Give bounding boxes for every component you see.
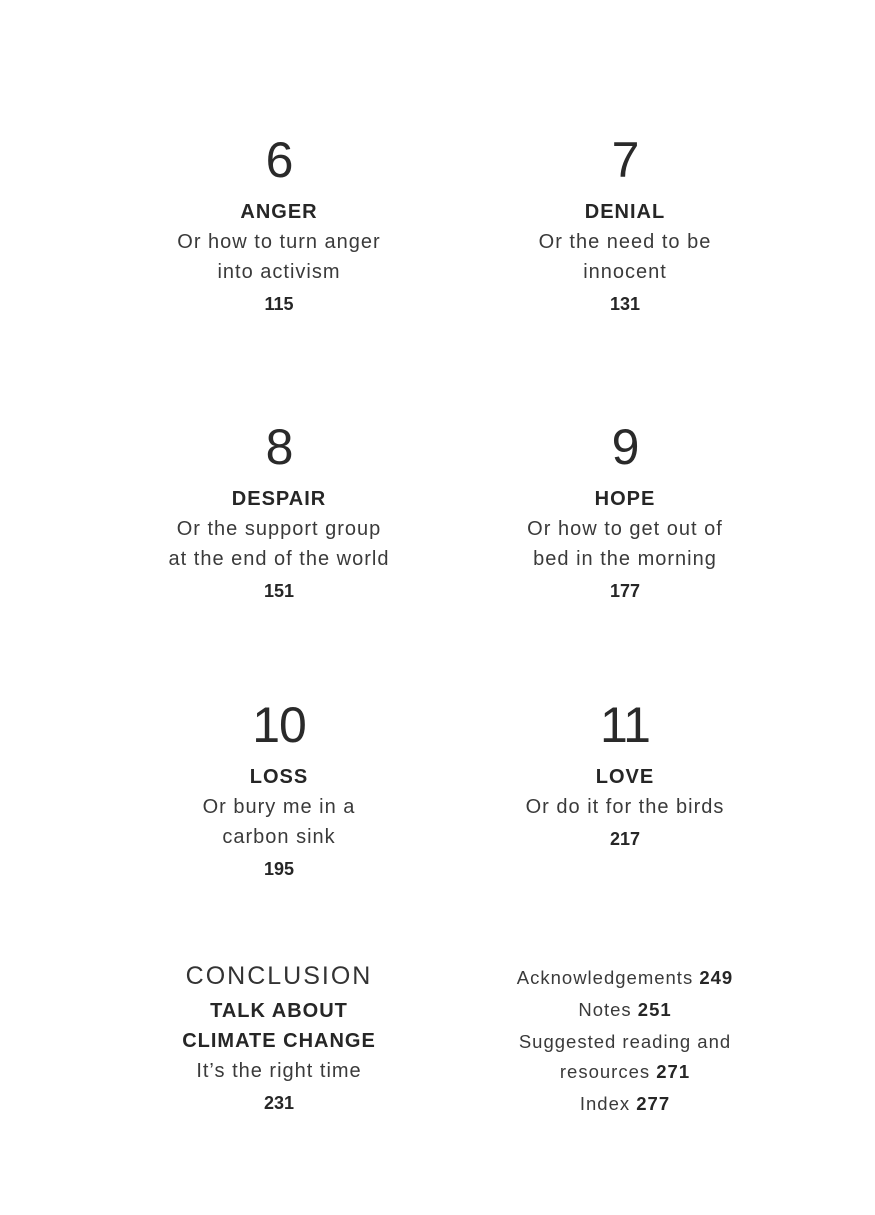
chapter-title: DESPAIR <box>231 488 327 510</box>
back-matter-page: 251 <box>637 999 672 1020</box>
chapter-page-number: 131 <box>609 294 641 314</box>
back-matter-index <box>455 1089 795 1119</box>
chapter-number: 10 <box>252 697 306 753</box>
toc-entry-conclusion <box>109 960 449 1118</box>
chapter-title: DENIAL <box>584 201 666 223</box>
back-matter-suggested-reading <box>455 1027 795 1087</box>
chapter-subtitle-line-2: at the end of the world <box>168 548 390 570</box>
chapter-page-number: 151 <box>263 581 295 601</box>
chapter-number: 9 <box>611 419 639 475</box>
back-matter-label: Index <box>579 1093 631 1114</box>
back-matter-label: Notes <box>578 999 632 1020</box>
back-matter-label-line-1: Suggested reading and <box>518 1031 732 1052</box>
back-matter-acknowledgements <box>455 963 795 993</box>
back-matter-page: 249 <box>699 967 734 988</box>
back-matter-notes <box>455 995 795 1025</box>
chapter-number: 6 <box>265 132 293 188</box>
chapter-title: LOSS <box>249 766 309 788</box>
chapter-number: 7 <box>611 132 639 188</box>
toc-entry-chapter-7 <box>455 131 795 319</box>
chapter-page-number: 195 <box>263 859 295 879</box>
chapter-subtitle-line-1: Or bury me in a <box>202 796 356 818</box>
toc-entry-chapter-6 <box>109 131 449 319</box>
conclusion-title-line-2: CLIMATE CHANGE <box>182 1030 376 1052</box>
chapter-subtitle-line-1: Or how to get out of <box>527 518 723 540</box>
chapter-page-number: 177 <box>609 581 641 601</box>
chapter-subtitle-line-1: Or the support group <box>176 518 382 540</box>
toc-entry-chapter-10 <box>109 696 449 884</box>
conclusion-page-number: 231 <box>263 1093 295 1113</box>
back-matter-page: 271 <box>656 1061 691 1082</box>
back-matter-label: Acknowledgements <box>516 967 694 988</box>
chapter-subtitle-line-1: Or how to turn anger <box>177 231 381 253</box>
back-matter-page: 277 <box>636 1093 671 1114</box>
toc-back-matter <box>455 963 795 1119</box>
conclusion-title-line-1: TALK ABOUT <box>210 1000 348 1022</box>
chapter-subtitle-line-1: Or the need to be <box>538 231 712 253</box>
chapter-number: 11 <box>600 697 650 753</box>
chapter-page-number: 217 <box>609 829 641 849</box>
chapter-subtitle-line-2: bed in the morning <box>533 548 717 570</box>
conclusion-label: CONCLUSION <box>185 962 373 990</box>
chapter-page-number: 115 <box>264 294 294 314</box>
chapter-subtitle-line-2: innocent <box>583 261 667 283</box>
conclusion-subtitle: It’s the right time <box>196 1060 362 1082</box>
back-matter-label-line-2: resources <box>559 1061 651 1082</box>
chapter-subtitle-line-2: into activism <box>217 261 341 283</box>
toc-entry-chapter-8 <box>109 418 449 606</box>
chapter-title: HOPE <box>594 488 656 510</box>
chapter-subtitle-line-2: carbon sink <box>222 826 336 848</box>
chapter-number: 8 <box>265 419 293 475</box>
toc-entry-chapter-11 <box>455 696 795 854</box>
chapter-title: ANGER <box>240 201 318 223</box>
chapter-title: LOVE <box>595 766 655 788</box>
chapter-subtitle-line-1: Or do it for the birds <box>525 796 725 818</box>
toc-entry-chapter-9 <box>455 418 795 606</box>
